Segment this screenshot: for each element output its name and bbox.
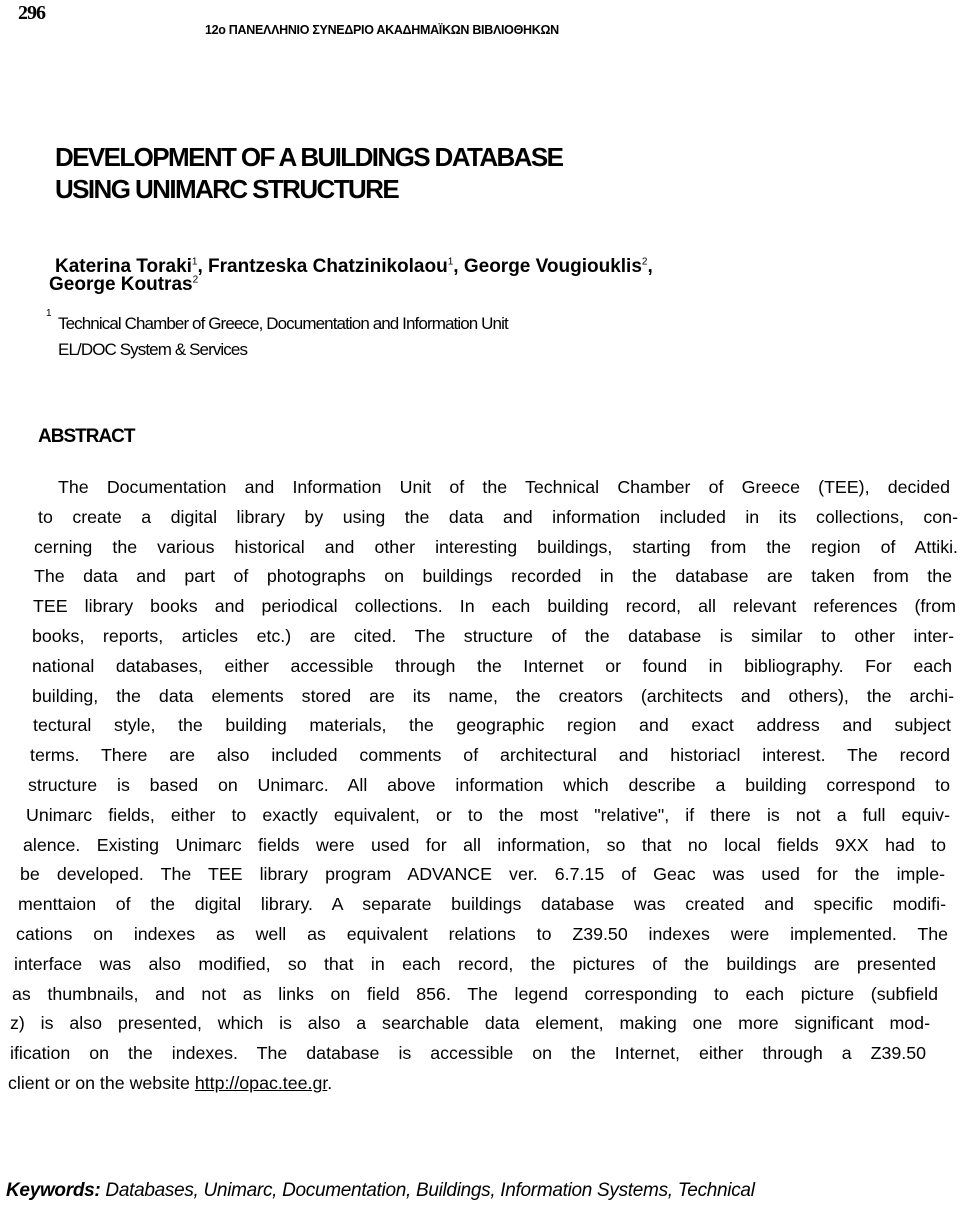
abstract-line: building, the data elements stored are its name, the creators (architects and others), the archi-: [32, 685, 954, 706]
website-link[interactable]: http://opac.tee.gr: [194, 1072, 328, 1093]
author-name: Frantzeska Chatzinikolaou: [208, 256, 448, 277]
abstract-heading: ABSTRACT: [38, 426, 135, 447]
abstract-line: ification on the indexes. The database is accessible on the Internet, either through a Z39.50: [10, 1043, 926, 1064]
abstract-line: [8, 1069, 908, 1099]
abstract-line: tectural style, the building materials, the geographic region and exact address and subject: [33, 715, 951, 736]
abstract-line: be developed. The TEE library program ADVANCE ver. 6.7.15 of Geac was used for the imple-: [20, 864, 945, 885]
abstract-line: national databases, either accessible through the Internet or found in bibliography. For each: [32, 655, 952, 676]
abstract-text: .: [327, 1072, 333, 1093]
keywords: [6, 1180, 755, 1202]
running-header: 12ο ΠΑΝΕΛΛΗΝΙΟ ΣΥΝΕΔΡΙΟ ΑΚΑΔΗΜΑΪΚΩΝ ΒΙΒΛΙΟΘΗΚΩΝ: [205, 23, 559, 37]
authors-line-2: [49, 274, 198, 296]
keywords-label: Keywords:: [6, 1180, 101, 1201]
abstract-line: The data and part of photographs on buildings recorded in the database are taken from the: [34, 566, 952, 587]
abstract-line: interface was also modified, so that in each record, the pictures of the buildings are presented: [14, 953, 936, 974]
author-name: George Vougiouklis: [463, 256, 642, 277]
abstract-line: The Documentation and Information Unit of the Technical Chamber of Greece (TEE), decided: [58, 477, 950, 497]
page-number: 296: [18, 2, 45, 24]
author-name: George Koutras: [49, 274, 193, 295]
abstract-line: as thumbnails, and not as links on field 856. The legend corresponding to each picture (subfield: [12, 983, 938, 1004]
abstract-text: client or on the website: [8, 1072, 195, 1093]
abstract-line: menttaion of the digital library. A separate buildings database was created and specific modifi-: [18, 894, 946, 915]
affiliation-line-1: Technical Chamber of Greece, Documentation and Information Unit: [58, 314, 508, 333]
abstract-line: to create a digital library by using the data and information included in its collections, con-: [38, 506, 958, 527]
author-affil-sup: 2: [192, 274, 199, 286]
abstract-line: cerning the various historical and other interesting buildings, starting from the region of Attiki.: [34, 536, 958, 557]
abstract-line: Unimarc fields, either to exactly equivalent, or to the most "relative", if there is not a full equiv-: [26, 804, 950, 825]
paper-title-line-2: USING UNIMARC STRUCTURE: [55, 174, 399, 204]
abstract-line: TEE library books and periodical collections. In each building record, all relevant references (from: [33, 596, 956, 617]
abstract-line: z) is also presented, which is also a searchable data element, making one more significant mod-: [10, 1013, 930, 1034]
affiliation-line-2: EL/DOC System & Services: [58, 340, 248, 359]
authors-line-1: Katerina Toraki$^1$, Frantzeska Chatzinikolaou$^1$, George Vougiouklis$^2$,: [55, 256, 653, 277]
author-affil-sup: 1: [447, 256, 454, 268]
abstract-line: alence. Existing Unimarc fields were used for all information, so that no local fields 9XX had to: [23, 834, 946, 855]
author-name: Katerina Toraki: [55, 256, 192, 277]
abstract-line: structure is based on Unimarc. All above information which describe a building correspond to: [28, 774, 950, 795]
abstract-line: terms. There are also included comments of architectural and historiacl interest. The record: [30, 745, 950, 766]
affiliation-sup: 1: [46, 308, 52, 319]
abstract-line: cations on indexes as well as equivalent relations to Z39.50 indexes were implemented. The: [16, 923, 948, 944]
author-affil-sup: 1: [191, 256, 198, 268]
author-affil-sup: 2: [641, 256, 648, 268]
paper-title-line-1: DEVELOPMENT OF A BUILDINGS DATABASE: [55, 142, 563, 172]
keywords-text: Databases, Unimarc, Documentation, Buildings, Information Systems, Technical: [100, 1180, 755, 1201]
abstract-line: books, reports, articles etc.) are cited. The structure of the database is similar to other inter-: [32, 625, 954, 646]
abstract-body: [8, 473, 958, 1099]
